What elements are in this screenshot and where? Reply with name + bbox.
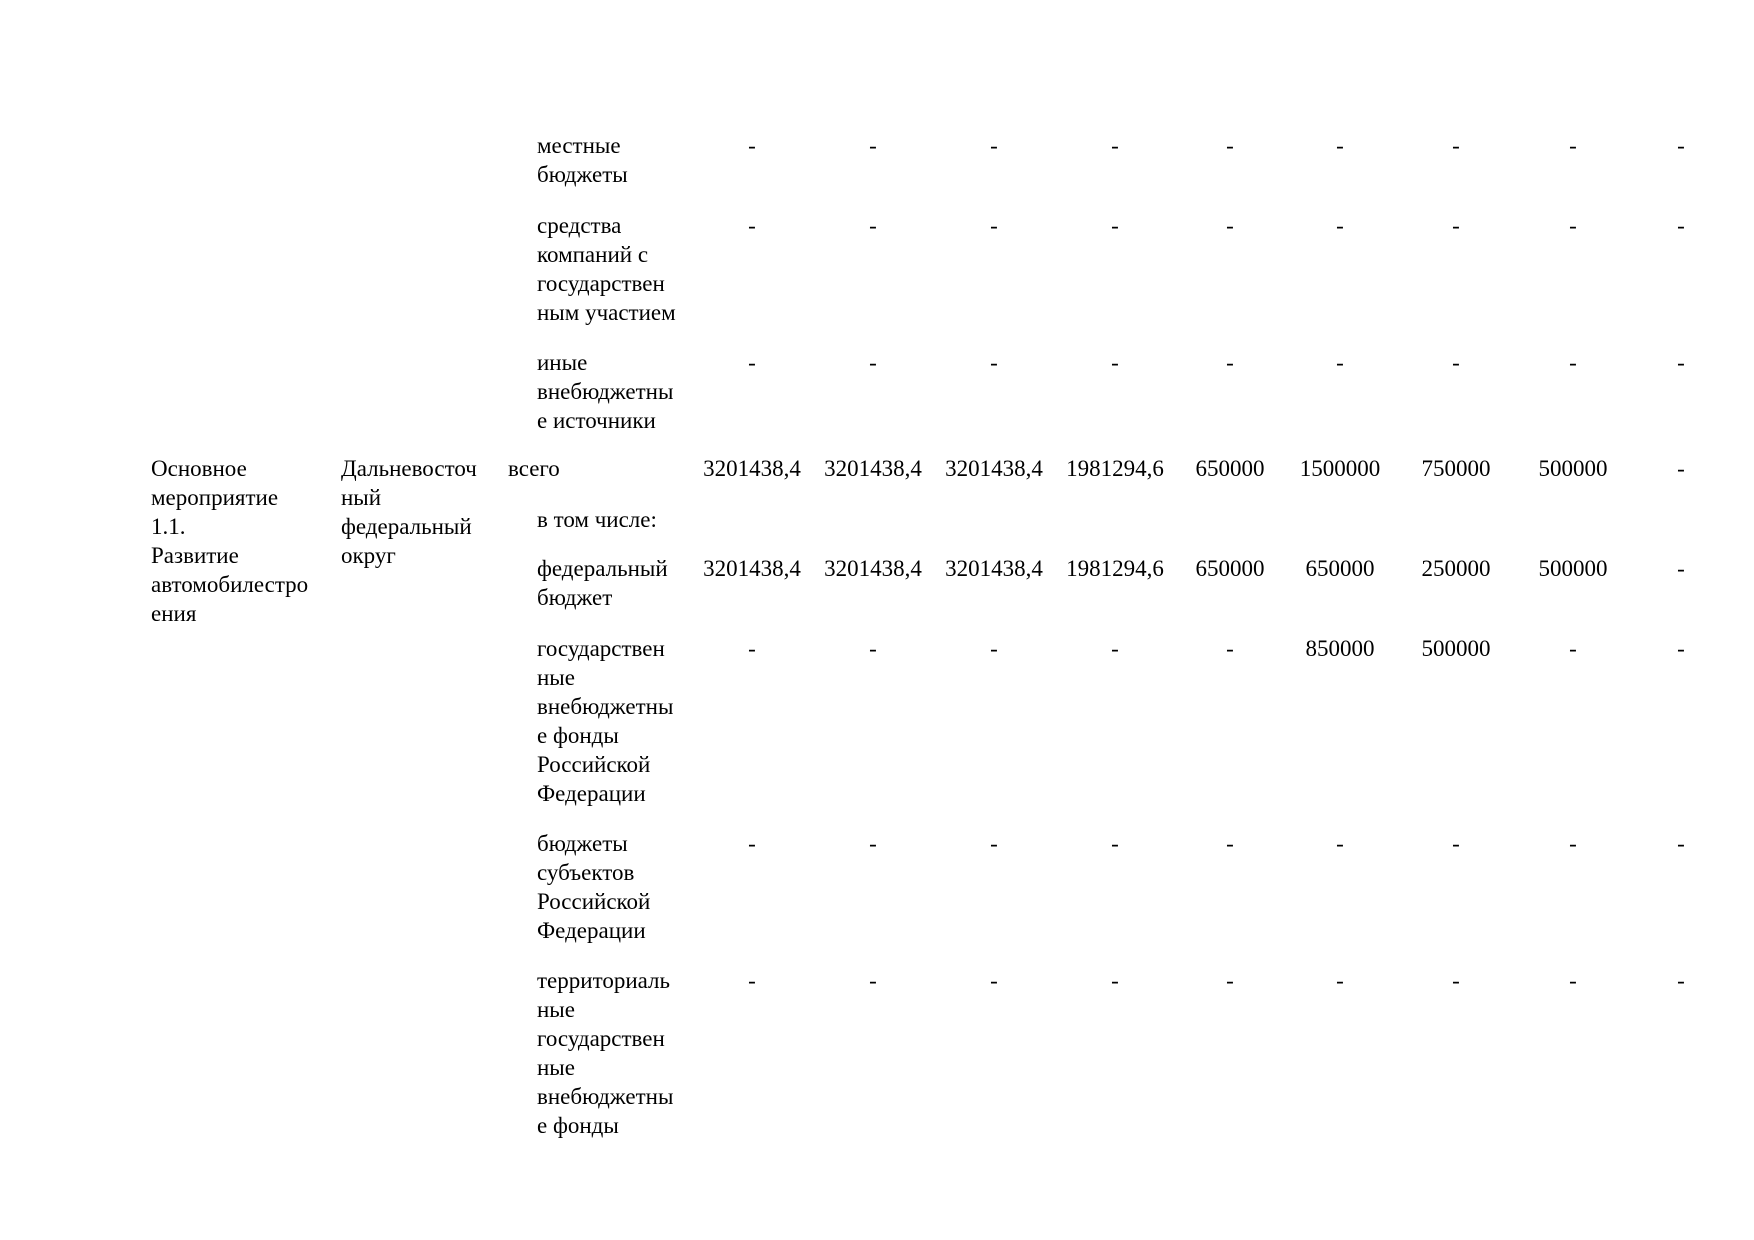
value-cell: 500000 bbox=[1538, 556, 1608, 581]
value-cell: - bbox=[869, 213, 877, 238]
value-cell: - bbox=[1336, 133, 1344, 158]
value-cell: 1981294,6 bbox=[1066, 456, 1164, 481]
value-cell: - bbox=[1452, 133, 1460, 158]
value-cell: - bbox=[1677, 213, 1685, 238]
value-cell: - bbox=[1111, 213, 1119, 238]
measure-name: Основное мероприятие 1.1. Развитие автомобилестро ения bbox=[151, 456, 309, 626]
value-cell: - bbox=[1452, 350, 1460, 375]
value-cell: - bbox=[748, 636, 756, 661]
value-cell: - bbox=[1226, 350, 1234, 375]
value-cell: - bbox=[1336, 831, 1344, 856]
value-cell: - bbox=[1677, 456, 1685, 481]
value-cell: - bbox=[869, 636, 877, 661]
value-cell: - bbox=[1111, 636, 1119, 661]
value-cell: 3201438,4 bbox=[703, 456, 801, 481]
value-cell: - bbox=[869, 133, 877, 158]
value-cell: 850000 bbox=[1305, 636, 1375, 661]
value-cell: 650000 bbox=[1195, 556, 1265, 581]
value-cell: - bbox=[748, 133, 756, 158]
value-cell: 3201438,4 bbox=[703, 556, 801, 581]
value-cell: - bbox=[990, 213, 998, 238]
value-cell: - bbox=[1226, 636, 1234, 661]
value-cell: 650000 bbox=[1195, 456, 1265, 481]
value-cell: - bbox=[1452, 968, 1460, 993]
value-cell: 650000 bbox=[1305, 556, 1375, 581]
value-cell: - bbox=[1677, 133, 1685, 158]
value-cell: - bbox=[990, 350, 998, 375]
funding-source: бюджеты субъектов Российской Федерации bbox=[537, 831, 651, 943]
value-cell: - bbox=[1111, 133, 1119, 158]
value-cell: - bbox=[1677, 636, 1685, 661]
value-cell: - bbox=[1677, 556, 1685, 581]
value-cell: - bbox=[1336, 350, 1344, 375]
value-cell: - bbox=[748, 350, 756, 375]
value-cell: 3201438,4 bbox=[945, 456, 1043, 481]
value-cell: - bbox=[1569, 133, 1577, 158]
value-cell: - bbox=[1569, 350, 1577, 375]
value-cell: - bbox=[869, 831, 877, 856]
funding-source: государствен ные внебюджетны е фонды Российской Федерации bbox=[537, 636, 674, 806]
value-cell: - bbox=[1226, 213, 1234, 238]
value-cell: - bbox=[1111, 968, 1119, 993]
value-cell: 1500000 bbox=[1299, 456, 1381, 481]
value-cell: - bbox=[990, 831, 998, 856]
value-cell: 3201438,4 bbox=[824, 456, 922, 481]
value-cell: - bbox=[748, 968, 756, 993]
value-cell: - bbox=[1677, 968, 1685, 993]
value-cell: - bbox=[869, 350, 877, 375]
value-cell: - bbox=[990, 636, 998, 661]
value-cell: - bbox=[1226, 968, 1234, 993]
value-cell: 750000 bbox=[1421, 456, 1491, 481]
value-cell: - bbox=[1111, 831, 1119, 856]
value-cell: 500000 bbox=[1538, 456, 1608, 481]
funding-source: всего bbox=[508, 456, 560, 481]
value-cell: - bbox=[1677, 350, 1685, 375]
value-cell: 3201438,4 bbox=[824, 556, 922, 581]
value-cell: - bbox=[990, 133, 998, 158]
federal-district: Дальневосточ ный федеральный округ bbox=[341, 456, 477, 568]
value-cell: - bbox=[1452, 213, 1460, 238]
funding-source: территориаль ные государствен ные внебюджетны е фонды bbox=[537, 968, 674, 1138]
value-cell: 3201438,4 bbox=[945, 556, 1043, 581]
value-cell: - bbox=[1569, 213, 1577, 238]
funding-source: иные внебюджетны е источники bbox=[537, 350, 674, 433]
value-cell: 250000 bbox=[1421, 556, 1491, 581]
funding-source: средства компаний с государствен ным участием bbox=[537, 213, 676, 325]
value-cell: - bbox=[1226, 831, 1234, 856]
value-cell: 500000 bbox=[1421, 636, 1491, 661]
value-cell: - bbox=[990, 968, 998, 993]
value-cell: - bbox=[1452, 831, 1460, 856]
value-cell: - bbox=[748, 213, 756, 238]
funding-source: федеральный бюджет bbox=[537, 556, 668, 610]
value-cell: - bbox=[1569, 831, 1577, 856]
funding-source: в том числе: bbox=[537, 507, 657, 532]
value-cell: 1981294,6 bbox=[1066, 556, 1164, 581]
value-cell: - bbox=[1569, 968, 1577, 993]
value-cell: - bbox=[1677, 831, 1685, 856]
value-cell: - bbox=[748, 831, 756, 856]
value-cell: - bbox=[1336, 213, 1344, 238]
value-cell: - bbox=[1226, 133, 1234, 158]
value-cell: - bbox=[1569, 636, 1577, 661]
value-cell: - bbox=[1111, 350, 1119, 375]
value-cell: - bbox=[869, 968, 877, 993]
value-cell: - bbox=[1336, 968, 1344, 993]
funding-source: местные бюджеты bbox=[537, 133, 628, 187]
